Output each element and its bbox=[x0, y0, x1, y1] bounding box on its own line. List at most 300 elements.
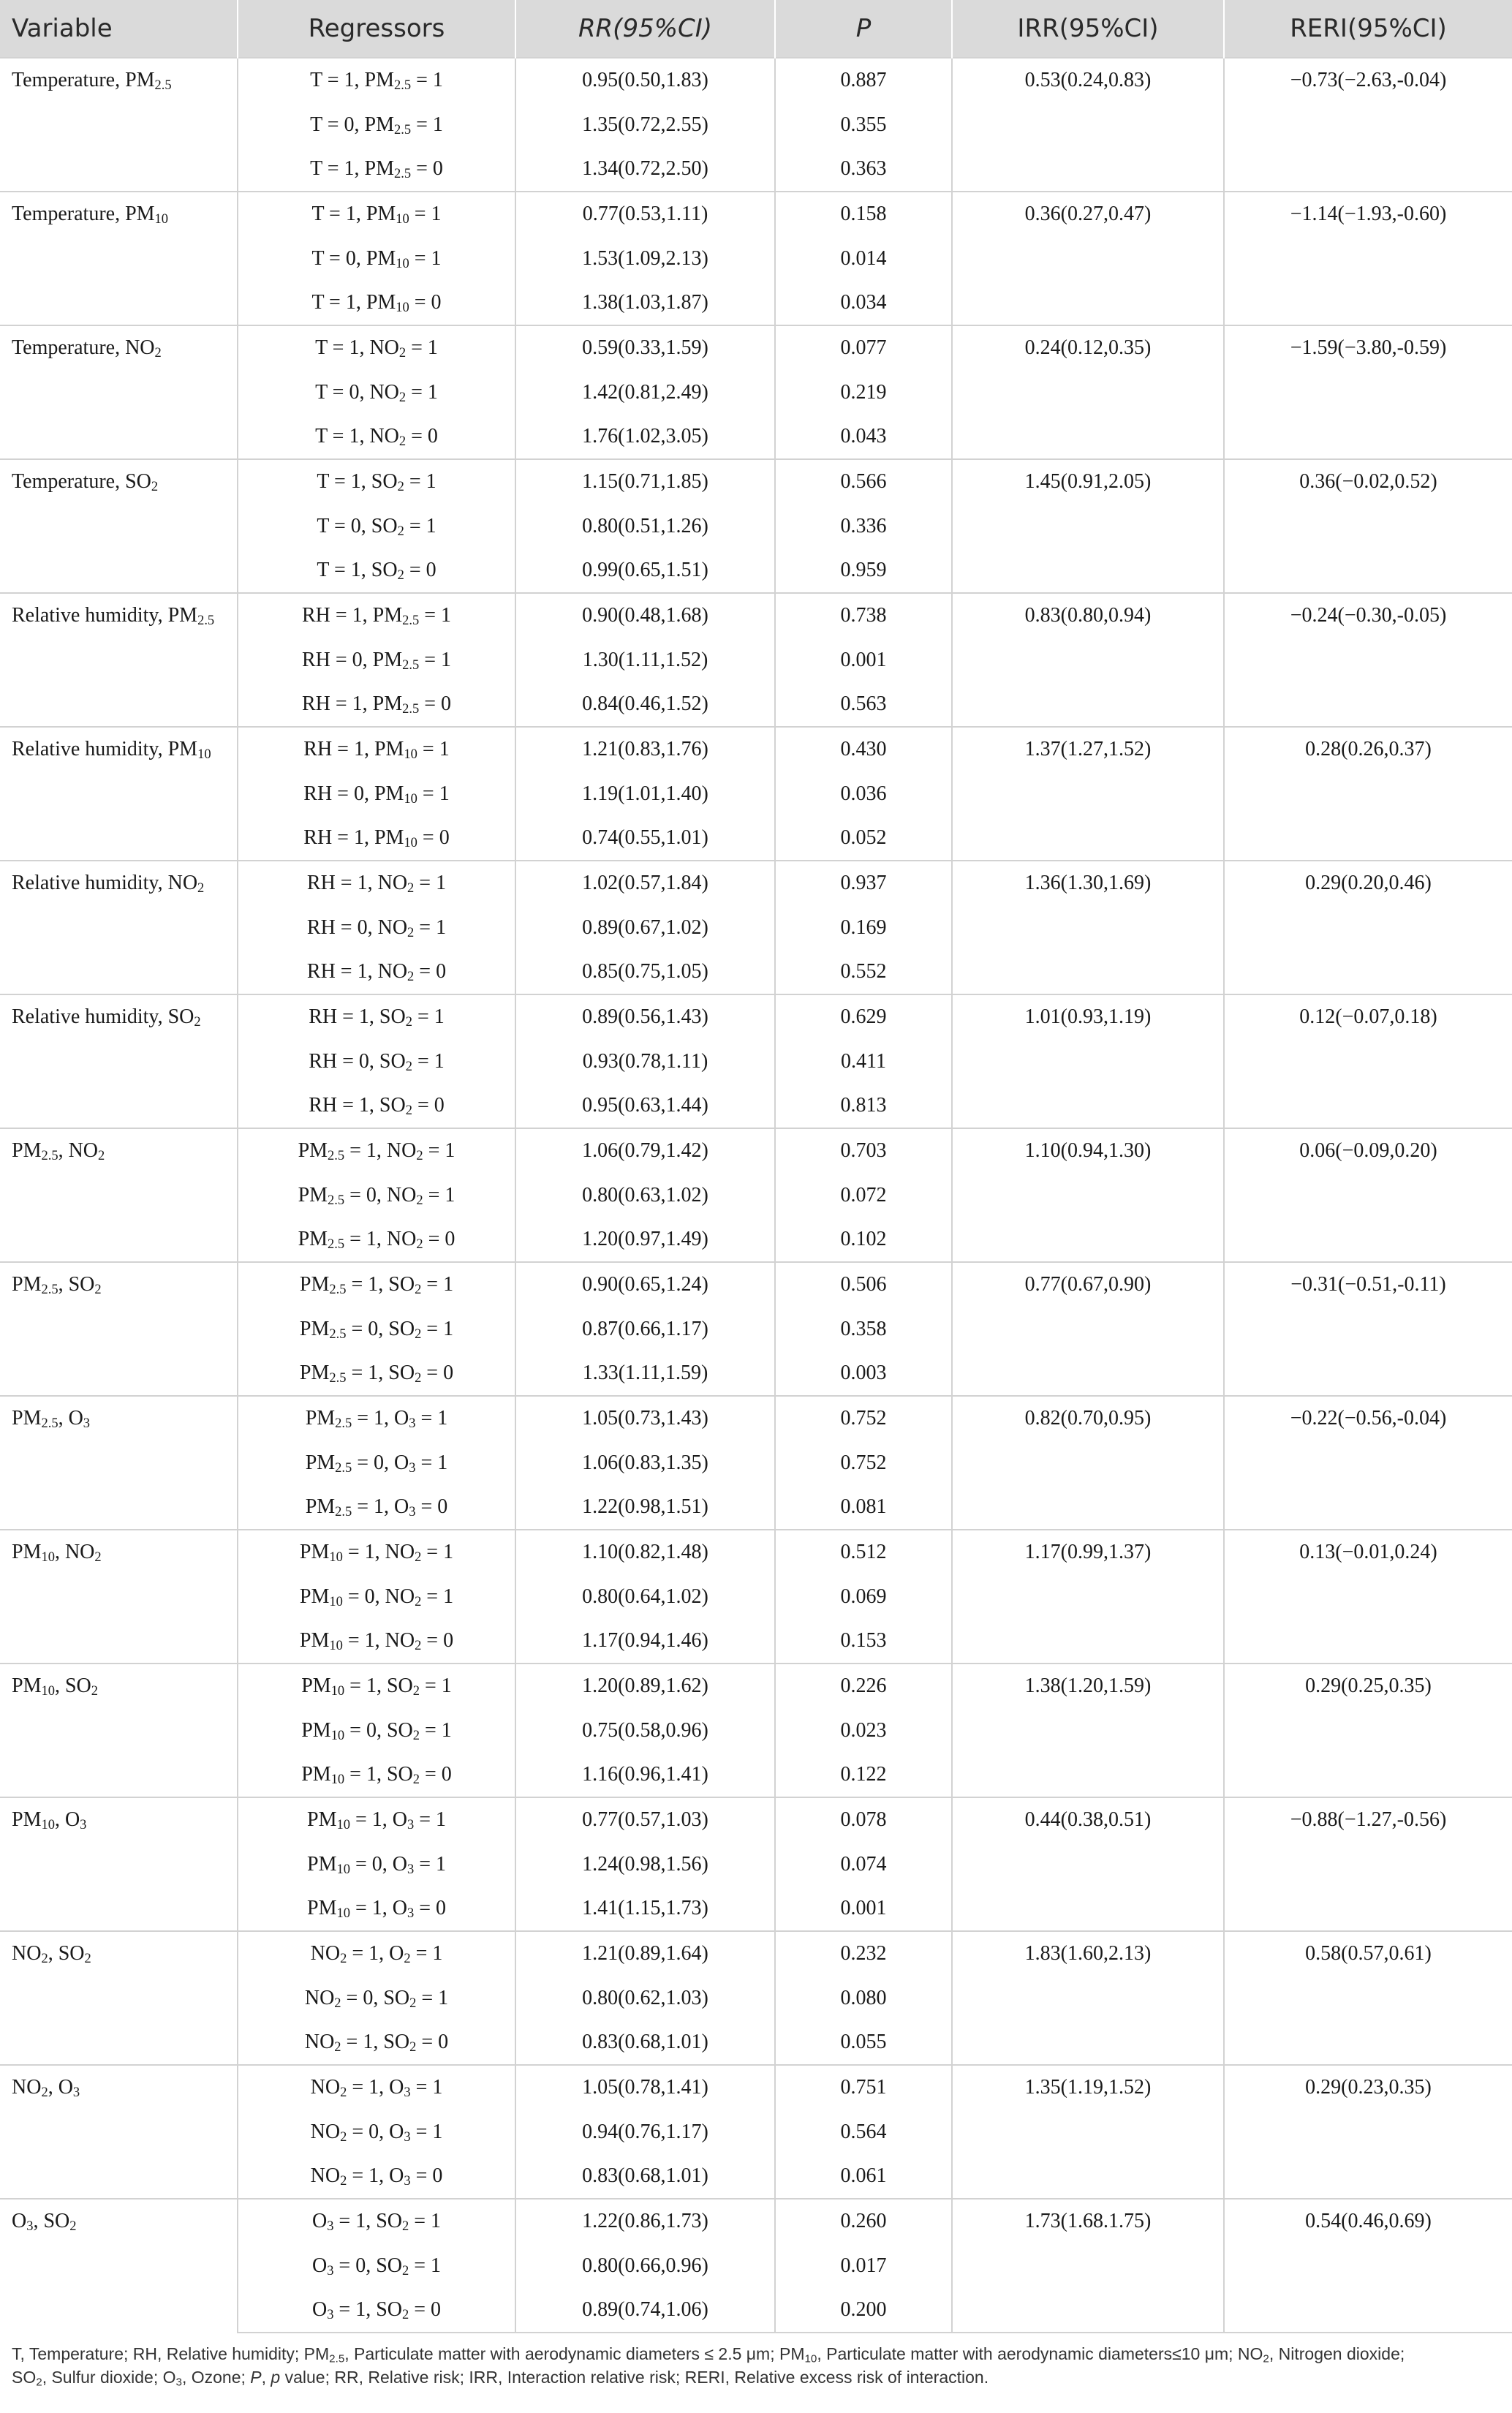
footnote-line: T, Temperature; RH, Relative humidity; $PM_{2.5}$, Particulate matter with aerodynamic diameters ≤ 2.5 μm; $PM_{10}$, Particulate matter with aerodynamic diameters≤10 μm; $NO_2$, Nitrogen dioxide; bbox=[12, 2344, 1405, 2365]
rr-cell: 0.89(0.56,1.43) bbox=[515, 994, 775, 1039]
irr-cell bbox=[952, 682, 1224, 727]
p-value-cell: 0.226 bbox=[775, 1664, 952, 1708]
variable-cell: Relative humidity, $PM_{10}$ bbox=[0, 727, 238, 861]
rr-cell: 0.90(0.65,1.24) bbox=[515, 1262, 775, 1307]
regressors-cell: RH = 1, $NO_2 = 1$ bbox=[238, 861, 515, 905]
irr-cell bbox=[952, 1976, 1224, 2020]
reri-cell bbox=[1224, 1887, 1512, 1931]
regressors-cell: T = 1, $PM_{2.5} = 0$ bbox=[238, 147, 515, 192]
regressors-cell: $PM_{10} = 0$, $SO_2 = 1$ bbox=[238, 1708, 515, 1753]
rr-cell: 0.99(0.65,1.51) bbox=[515, 548, 775, 593]
p-value-cell: 0.061 bbox=[775, 2154, 952, 2199]
regressors-cell: $NO_2 = 0$, $SO_2 = 1$ bbox=[238, 1976, 515, 2020]
irr-cell: 0.24(0.12,0.35) bbox=[952, 325, 1224, 370]
regressors-cell: RH = 1, $SO_2 = 0$ bbox=[238, 1084, 515, 1128]
irr-cell bbox=[952, 1440, 1224, 1485]
reri-cell bbox=[1224, 102, 1512, 147]
reri-cell bbox=[1224, 1173, 1512, 1217]
rr-cell: 0.89(0.74,1.06) bbox=[515, 2288, 775, 2333]
regressors-cell: $PM_{10} = 0$, $O_3 = 1$ bbox=[238, 1842, 515, 1887]
reri-cell bbox=[1224, 1351, 1512, 1396]
rr-cell: 1.42(0.81,2.49) bbox=[515, 370, 775, 415]
p-value-cell: 0.703 bbox=[775, 1128, 952, 1173]
p-value-cell: 0.169 bbox=[775, 905, 952, 950]
reri-cell bbox=[1224, 370, 1512, 415]
regressors-cell: $PM_{10} = 1$, $O_3 = 0$ bbox=[238, 1887, 515, 1931]
irr-cell: 0.44(0.38,0.51) bbox=[952, 1797, 1224, 1842]
regressors-cell: T = 0, $NO_2 = 1$ bbox=[238, 370, 515, 415]
p-value-cell: 0.036 bbox=[775, 771, 952, 816]
table-row bbox=[0, 1797, 1512, 1842]
p-value-cell: 0.153 bbox=[775, 1619, 952, 1664]
reri-cell bbox=[1224, 1217, 1512, 1262]
table-footnote bbox=[12, 2342, 1500, 2389]
irr-cell bbox=[952, 504, 1224, 548]
table-row bbox=[0, 325, 1512, 370]
reri-cell bbox=[1224, 905, 1512, 950]
regressors-cell: T = 1, $SO_2 = 0$ bbox=[238, 548, 515, 593]
p-value-cell: 0.563 bbox=[775, 682, 952, 727]
rr-cell: 0.74(0.55,1.01) bbox=[515, 816, 775, 861]
reri-cell bbox=[1224, 950, 1512, 994]
reri-cell: 0.36(−0.02,0.52) bbox=[1224, 459, 1512, 504]
reri-cell bbox=[1224, 1708, 1512, 1753]
regressors-cell: $PM_{2.5} = 1$, $O_3 = 0$ bbox=[238, 1485, 515, 1530]
p-value-cell: 0.363 bbox=[775, 147, 952, 192]
table-row bbox=[0, 2065, 1512, 2110]
p-value-cell: 0.411 bbox=[775, 1039, 952, 1084]
p-value-cell: 0.080 bbox=[775, 1976, 952, 2020]
p-value-cell: 0.959 bbox=[775, 548, 952, 593]
irr-cell bbox=[952, 1708, 1224, 1753]
p-value-cell: 0.937 bbox=[775, 861, 952, 905]
rr-cell: 1.24(0.98,1.56) bbox=[515, 1842, 775, 1887]
reri-cell: 0.06(−0.09,0.20) bbox=[1224, 1128, 1512, 1173]
p-value-cell: 0.122 bbox=[775, 1753, 952, 1797]
p-value-cell: 0.078 bbox=[775, 1797, 952, 1842]
p-value-cell: 0.055 bbox=[775, 2020, 952, 2065]
variable-cell: Relative humidity, $NO_2$ bbox=[0, 861, 238, 994]
p-value-cell: 0.260 bbox=[775, 2199, 952, 2243]
irr-cell: 0.82(0.70,0.95) bbox=[952, 1396, 1224, 1440]
table-row bbox=[0, 58, 1512, 102]
regressors-cell: T = 1, $PM_{2.5} = 1$ bbox=[238, 58, 515, 102]
p-value-cell: 0.751 bbox=[775, 2065, 952, 2110]
regressors-cell: T = 1, $PM_{10} = 0$ bbox=[238, 281, 515, 325]
regressors-cell: $NO_2 = 0$, $O_3 = 1$ bbox=[238, 2110, 515, 2154]
regressors-cell: $PM_{2.5} = 0$, $NO_2 = 1$ bbox=[238, 1173, 515, 1217]
reri-cell bbox=[1224, 2154, 1512, 2199]
variable-cell: $NO_2$, $SO_2$ bbox=[0, 1931, 238, 2065]
table-row bbox=[0, 192, 1512, 236]
rr-cell: 1.10(0.82,1.48) bbox=[515, 1530, 775, 1574]
table-body bbox=[0, 58, 1512, 2333]
p-value-cell: 0.034 bbox=[775, 281, 952, 325]
reri-cell bbox=[1224, 1574, 1512, 1619]
reri-cell bbox=[1224, 1753, 1512, 1797]
reri-cell: 0.58(0.57,0.61) bbox=[1224, 1931, 1512, 1976]
rr-cell: 1.22(0.98,1.51) bbox=[515, 1485, 775, 1530]
p-value-cell: 0.014 bbox=[775, 236, 952, 281]
p-value-cell: 0.017 bbox=[775, 2243, 952, 2288]
reri-cell: 0.29(0.23,0.35) bbox=[1224, 2065, 1512, 2110]
p-value-cell: 0.081 bbox=[775, 1485, 952, 1530]
irr-cell: 1.37(1.27,1.52) bbox=[952, 727, 1224, 771]
irr-cell bbox=[952, 1887, 1224, 1931]
reri-cell bbox=[1224, 236, 1512, 281]
p-value-cell: 0.074 bbox=[775, 1842, 952, 1887]
rr-cell: 0.87(0.66,1.17) bbox=[515, 1307, 775, 1351]
rr-cell: 0.93(0.78,1.11) bbox=[515, 1039, 775, 1084]
regressors-cell: $PM_{2.5} = 1$, $SO_2 = 1$ bbox=[238, 1262, 515, 1307]
irr-cell bbox=[952, 905, 1224, 950]
reri-cell bbox=[1224, 2020, 1512, 2065]
p-value-cell: 0.069 bbox=[775, 1574, 952, 1619]
rr-cell: 1.16(0.96,1.41) bbox=[515, 1753, 775, 1797]
rr-cell: 0.77(0.53,1.11) bbox=[515, 192, 775, 236]
rr-cell: 0.80(0.64,1.02) bbox=[515, 1574, 775, 1619]
irr-cell bbox=[952, 370, 1224, 415]
irr-cell bbox=[952, 281, 1224, 325]
p-value-cell: 0.552 bbox=[775, 950, 952, 994]
reri-cell: −0.73(−2.63,-0.04) bbox=[1224, 58, 1512, 102]
variable-cell: $PM_{2.5}$, $NO_2$ bbox=[0, 1128, 238, 1262]
regressors-cell: T = 1, $NO_2 = 1$ bbox=[238, 325, 515, 370]
p-value-cell: 0.813 bbox=[775, 1084, 952, 1128]
reri-cell bbox=[1224, 816, 1512, 861]
reri-cell bbox=[1224, 1485, 1512, 1530]
reri-cell bbox=[1224, 548, 1512, 593]
irr-cell bbox=[952, 548, 1224, 593]
irr-cell bbox=[952, 1485, 1224, 1530]
reri-cell: −0.22(−0.56,-0.04) bbox=[1224, 1396, 1512, 1440]
rr-cell: 0.77(0.57,1.03) bbox=[515, 1797, 775, 1842]
p-value-cell: 0.001 bbox=[775, 638, 952, 682]
reri-cell: −1.59(−3.80,-0.59) bbox=[1224, 325, 1512, 370]
regressors-cell: T = 1, $SO_2 = 1$ bbox=[238, 459, 515, 504]
regressors-cell: $PM_{10} = 0$, $NO_2 = 1$ bbox=[238, 1574, 515, 1619]
reri-cell bbox=[1224, 1440, 1512, 1485]
rr-cell: 0.75(0.58,0.96) bbox=[515, 1708, 775, 1753]
rr-cell: 1.33(1.11,1.59) bbox=[515, 1351, 775, 1396]
rr-cell: 0.84(0.46,1.52) bbox=[515, 682, 775, 727]
table-row bbox=[0, 727, 1512, 771]
irr-cell bbox=[952, 2243, 1224, 2288]
reri-cell bbox=[1224, 415, 1512, 459]
reri-cell bbox=[1224, 2288, 1512, 2333]
p-value-cell: 0.052 bbox=[775, 816, 952, 861]
irr-cell bbox=[952, 102, 1224, 147]
regressors-cell: RH = 0, $PM_{10} = 1$ bbox=[238, 771, 515, 816]
table-row bbox=[0, 2199, 1512, 2243]
p-value-cell: 0.358 bbox=[775, 1307, 952, 1351]
rr-cell: 1.34(0.72,2.50) bbox=[515, 147, 775, 192]
irr-cell bbox=[952, 816, 1224, 861]
regressors-cell: $O_3 = 1$, $SO_2 = 0$ bbox=[238, 2288, 515, 2333]
header-variable: Variable bbox=[0, 0, 238, 58]
rr-cell: 0.95(0.50,1.83) bbox=[515, 58, 775, 102]
variable-cell: $PM_{2.5}$, $O_3$ bbox=[0, 1396, 238, 1530]
regressors-cell: $PM_{2.5} = 1$, $SO_2 = 0$ bbox=[238, 1351, 515, 1396]
rr-cell: 1.06(0.79,1.42) bbox=[515, 1128, 775, 1173]
p-value-cell: 0.512 bbox=[775, 1530, 952, 1574]
header-row bbox=[0, 0, 1512, 58]
rr-cell: 0.80(0.66,0.96) bbox=[515, 2243, 775, 2288]
p-value-cell: 0.506 bbox=[775, 1262, 952, 1307]
table-row bbox=[0, 459, 1512, 504]
table-row bbox=[0, 994, 1512, 1039]
regressors-cell: $PM_{2.5} = 1$, $NO_2 = 0$ bbox=[238, 1217, 515, 1262]
irr-cell: 1.01(0.93,1.19) bbox=[952, 994, 1224, 1039]
rr-cell: 0.94(0.76,1.17) bbox=[515, 2110, 775, 2154]
reri-cell: 0.29(0.25,0.35) bbox=[1224, 1664, 1512, 1708]
regressors-cell: RH = 0, $SO_2 = 1$ bbox=[238, 1039, 515, 1084]
p-value-cell: 0.564 bbox=[775, 2110, 952, 2154]
rr-cell: 1.05(0.78,1.41) bbox=[515, 2065, 775, 2110]
irr-cell: 1.17(0.99,1.37) bbox=[952, 1530, 1224, 1574]
rr-cell: 0.95(0.63,1.44) bbox=[515, 1084, 775, 1128]
irr-cell: 1.45(0.91,2.05) bbox=[952, 459, 1224, 504]
p-value-cell: 0.336 bbox=[775, 504, 952, 548]
rr-cell: 0.80(0.62,1.03) bbox=[515, 1976, 775, 2020]
regressors-cell: RH = 1, $PM_{10} = 0$ bbox=[238, 816, 515, 861]
rr-cell: 0.80(0.51,1.26) bbox=[515, 504, 775, 548]
regressors-cell: $PM_{2.5} = 1$, $O_3 = 1$ bbox=[238, 1396, 515, 1440]
regressors-cell: $O_3 = 1$, $SO_2 = 1$ bbox=[238, 2199, 515, 2243]
header-irr: IRR(95%CI) bbox=[952, 0, 1224, 58]
header-p: P bbox=[775, 0, 952, 58]
irr-cell bbox=[952, 415, 1224, 459]
p-value-cell: 0.355 bbox=[775, 102, 952, 147]
p-value-cell: 0.566 bbox=[775, 459, 952, 504]
reri-cell bbox=[1224, 1619, 1512, 1664]
reri-cell bbox=[1224, 281, 1512, 325]
irr-cell: 1.36(1.30,1.69) bbox=[952, 861, 1224, 905]
irr-cell bbox=[952, 950, 1224, 994]
variable-cell: $O_3$, $SO_2$ bbox=[0, 2199, 238, 2333]
irr-cell bbox=[952, 1084, 1224, 1128]
reri-cell bbox=[1224, 1084, 1512, 1128]
regressors-cell: $NO_2 = 1$, $O_3 = 1$ bbox=[238, 2065, 515, 2110]
variable-cell: $PM_{10}$, $NO_2$ bbox=[0, 1530, 238, 1664]
p-value-cell: 0.200 bbox=[775, 2288, 952, 2333]
rr-cell: 1.21(0.83,1.76) bbox=[515, 727, 775, 771]
irr-cell bbox=[952, 1039, 1224, 1084]
reri-cell bbox=[1224, 1307, 1512, 1351]
irr-cell bbox=[952, 1842, 1224, 1887]
regressors-cell: T = 1, $NO_2 = 0$ bbox=[238, 415, 515, 459]
irr-cell bbox=[952, 1173, 1224, 1217]
variable-cell: Temperature, $PM_{2.5}$ bbox=[0, 58, 238, 192]
p-value-cell: 0.752 bbox=[775, 1440, 952, 1485]
regressors-cell: $PM_{10} = 1$, $NO_2 = 1$ bbox=[238, 1530, 515, 1574]
regressors-cell: $O_3 = 0$, $SO_2 = 1$ bbox=[238, 2243, 515, 2288]
rr-cell: 1.38(1.03,1.87) bbox=[515, 281, 775, 325]
regressors-cell: RH = 0, $PM_{2.5} = 1$ bbox=[238, 638, 515, 682]
regressors-cell: T = 0, $SO_2 = 1$ bbox=[238, 504, 515, 548]
p-value-cell: 0.887 bbox=[775, 58, 952, 102]
rr-cell: 1.05(0.73,1.43) bbox=[515, 1396, 775, 1440]
regressors-cell: $PM_{10} = 1$, $O_3 = 1$ bbox=[238, 1797, 515, 1842]
reri-cell bbox=[1224, 1039, 1512, 1084]
p-value-cell: 0.629 bbox=[775, 994, 952, 1039]
irr-cell bbox=[952, 2154, 1224, 2199]
reri-cell bbox=[1224, 771, 1512, 816]
p-value-cell: 0.232 bbox=[775, 1931, 952, 1976]
regressors-cell: $PM_{10} = 1$, $SO_2 = 0$ bbox=[238, 1753, 515, 1797]
reri-cell bbox=[1224, 147, 1512, 192]
table-row bbox=[0, 1128, 1512, 1173]
rr-cell: 0.90(0.48,1.68) bbox=[515, 593, 775, 638]
reri-cell: 0.54(0.46,0.69) bbox=[1224, 2199, 1512, 2243]
p-value-cell: 0.219 bbox=[775, 370, 952, 415]
table-row bbox=[0, 1664, 1512, 1708]
reri-cell bbox=[1224, 682, 1512, 727]
irr-cell: 1.38(1.20,1.59) bbox=[952, 1664, 1224, 1708]
reri-cell bbox=[1224, 2243, 1512, 2288]
irr-cell bbox=[952, 236, 1224, 281]
rr-cell: 0.85(0.75,1.05) bbox=[515, 950, 775, 994]
reri-cell: 0.12(−0.07,0.18) bbox=[1224, 994, 1512, 1039]
table-row bbox=[0, 1262, 1512, 1307]
regressors-cell: T = 1, $PM_{10} = 1$ bbox=[238, 192, 515, 236]
rr-cell: 0.89(0.67,1.02) bbox=[515, 905, 775, 950]
rr-cell: 1.21(0.89,1.64) bbox=[515, 1931, 775, 1976]
irr-cell bbox=[952, 1753, 1224, 1797]
p-value-cell: 0.023 bbox=[775, 1708, 952, 1753]
p-value-cell: 0.077 bbox=[775, 325, 952, 370]
footnote-line: $SO_2$, Sulfur dioxide; $O_3$, Ozone; P, p value; RR, Relative risk; IRR, Interaction relative risk; RERI, Relative excess risk of interaction. bbox=[12, 2368, 989, 2389]
rr-cell: 1.20(0.97,1.49) bbox=[515, 1217, 775, 1262]
regressors-cell: RH = 1, $SO_2 = 1$ bbox=[238, 994, 515, 1039]
irr-cell bbox=[952, 1307, 1224, 1351]
irr-cell bbox=[952, 638, 1224, 682]
irr-cell bbox=[952, 147, 1224, 192]
regressors-cell: RH = 0, $NO_2 = 1$ bbox=[238, 905, 515, 950]
reri-cell bbox=[1224, 638, 1512, 682]
regressors-cell: RH = 1, $PM_{2.5} = 1$ bbox=[238, 593, 515, 638]
p-value-cell: 0.102 bbox=[775, 1217, 952, 1262]
table-row bbox=[0, 1931, 1512, 1976]
rr-cell: 0.80(0.63,1.02) bbox=[515, 1173, 775, 1217]
variable-cell: Temperature, $NO_2$ bbox=[0, 325, 238, 459]
rr-cell: 1.15(0.71,1.85) bbox=[515, 459, 775, 504]
variable-cell: $PM_{10}$, $O_3$ bbox=[0, 1797, 238, 1931]
irr-cell: 0.77(0.67,0.90) bbox=[952, 1262, 1224, 1307]
regressors-cell: $NO_2 = 1$, $O_2 = 1$ bbox=[238, 1931, 515, 1976]
reri-cell bbox=[1224, 2110, 1512, 2154]
p-value-cell: 0.158 bbox=[775, 192, 952, 236]
p-value-cell: 0.738 bbox=[775, 593, 952, 638]
reri-cell bbox=[1224, 1842, 1512, 1887]
p-value-cell: 0.003 bbox=[775, 1351, 952, 1396]
irr-cell bbox=[952, 1619, 1224, 1664]
rr-cell: 1.30(1.11,1.52) bbox=[515, 638, 775, 682]
rr-cell: 1.19(1.01,1.40) bbox=[515, 771, 775, 816]
reri-cell bbox=[1224, 504, 1512, 548]
irr-cell bbox=[952, 771, 1224, 816]
reri-cell: 0.29(0.20,0.46) bbox=[1224, 861, 1512, 905]
irr-cell bbox=[952, 2020, 1224, 2065]
irr-cell: 1.10(0.94,1.30) bbox=[952, 1128, 1224, 1173]
header-reri: RERI(95%CI) bbox=[1224, 0, 1512, 58]
irr-cell: 0.53(0.24,0.83) bbox=[952, 58, 1224, 102]
rr-cell: 1.41(1.15,1.73) bbox=[515, 1887, 775, 1931]
reri-cell: −0.88(−1.27,-0.56) bbox=[1224, 1797, 1512, 1842]
reri-cell: −1.14(−1.93,-0.60) bbox=[1224, 192, 1512, 236]
table-row bbox=[0, 861, 1512, 905]
regressors-cell: T = 0, $PM_{10} = 1$ bbox=[238, 236, 515, 281]
p-value-cell: 0.001 bbox=[775, 1887, 952, 1931]
reri-cell: −0.31(−0.51,-0.11) bbox=[1224, 1262, 1512, 1307]
rr-cell: 1.17(0.94,1.46) bbox=[515, 1619, 775, 1664]
variable-cell: Temperature, $PM_{10}$ bbox=[0, 192, 238, 325]
regressors-cell: $PM_{2.5} = 0$, $SO_2 = 1$ bbox=[238, 1307, 515, 1351]
table-row bbox=[0, 1396, 1512, 1440]
irr-cell: 1.73(1.68.1.75) bbox=[952, 2199, 1224, 2243]
irr-cell bbox=[952, 1351, 1224, 1396]
variable-cell: $NO_2$, $O_3$ bbox=[0, 2065, 238, 2199]
header-rr: RR(95%CI) bbox=[515, 0, 775, 58]
header-regressors: Regressors bbox=[238, 0, 515, 58]
rr-cell: 1.06(0.83,1.35) bbox=[515, 1440, 775, 1485]
p-value-cell: 0.072 bbox=[775, 1173, 952, 1217]
variable-cell: Relative humidity, $SO_2$ bbox=[0, 994, 238, 1128]
table-row bbox=[0, 1530, 1512, 1574]
regressors-cell: $PM_{2.5} = 0$, $O_3 = 1$ bbox=[238, 1440, 515, 1485]
rr-cell: 0.83(0.68,1.01) bbox=[515, 2154, 775, 2199]
table-row bbox=[0, 593, 1512, 638]
rr-cell: 1.22(0.86,1.73) bbox=[515, 2199, 775, 2243]
irr-cell bbox=[952, 1217, 1224, 1262]
irr-cell bbox=[952, 1574, 1224, 1619]
regressors-cell: RH = 1, $PM_{10} = 1$ bbox=[238, 727, 515, 771]
regressors-cell: $NO_2 = 1$, $O_3 = 0$ bbox=[238, 2154, 515, 2199]
rr-cell: 1.02(0.57,1.84) bbox=[515, 861, 775, 905]
variable-cell: Temperature, $SO_2$ bbox=[0, 459, 238, 593]
irr-cell: 0.36(0.27,0.47) bbox=[952, 192, 1224, 236]
regressors-cell: $NO_2 = 1$, $SO_2 = 0$ bbox=[238, 2020, 515, 2065]
p-value-cell: 0.752 bbox=[775, 1396, 952, 1440]
rr-cell: 1.20(0.89,1.62) bbox=[515, 1664, 775, 1708]
irr-cell bbox=[952, 2288, 1224, 2333]
variable-cell: Relative humidity, $PM_{2.5}$ bbox=[0, 593, 238, 727]
variable-cell: $PM_{2.5}$, $SO_2$ bbox=[0, 1262, 238, 1396]
rr-cell: 0.83(0.68,1.01) bbox=[515, 2020, 775, 2065]
irr-cell: 1.83(1.60,2.13) bbox=[952, 1931, 1224, 1976]
reri-cell: 0.28(0.26,0.37) bbox=[1224, 727, 1512, 771]
regressors-cell: $PM_{10} = 1$, $SO_2 = 1$ bbox=[238, 1664, 515, 1708]
regressors-cell: $PM_{10} = 1$, $NO_2 = 0$ bbox=[238, 1619, 515, 1664]
irr-cell: 1.35(1.19,1.52) bbox=[952, 2065, 1224, 2110]
rr-cell: 1.76(1.02,3.05) bbox=[515, 415, 775, 459]
regressors-cell: T = 0, $PM_{2.5} = 1$ bbox=[238, 102, 515, 147]
rr-cell: 1.53(1.09,2.13) bbox=[515, 236, 775, 281]
p-value-cell: 0.430 bbox=[775, 727, 952, 771]
reri-cell: −0.24(−0.30,-0.05) bbox=[1224, 593, 1512, 638]
rr-cell: 0.59(0.33,1.59) bbox=[515, 325, 775, 370]
reri-cell bbox=[1224, 1976, 1512, 2020]
regressors-cell: RH = 1, $NO_2 = 0$ bbox=[238, 950, 515, 994]
regressors-cell: RH = 1, $PM_{2.5} = 0$ bbox=[238, 682, 515, 727]
p-value-cell: 0.043 bbox=[775, 415, 952, 459]
regressors-cell: $PM_{2.5} = 1$, $NO_2 = 1$ bbox=[238, 1128, 515, 1173]
irr-cell: 0.83(0.80,0.94) bbox=[952, 593, 1224, 638]
rr-cell: 1.35(0.72,2.55) bbox=[515, 102, 775, 147]
irr-cell bbox=[952, 2110, 1224, 2154]
reri-cell: 0.13(−0.01,0.24) bbox=[1224, 1530, 1512, 1574]
variable-cell: $PM_{10}$, $SO_2$ bbox=[0, 1664, 238, 1797]
